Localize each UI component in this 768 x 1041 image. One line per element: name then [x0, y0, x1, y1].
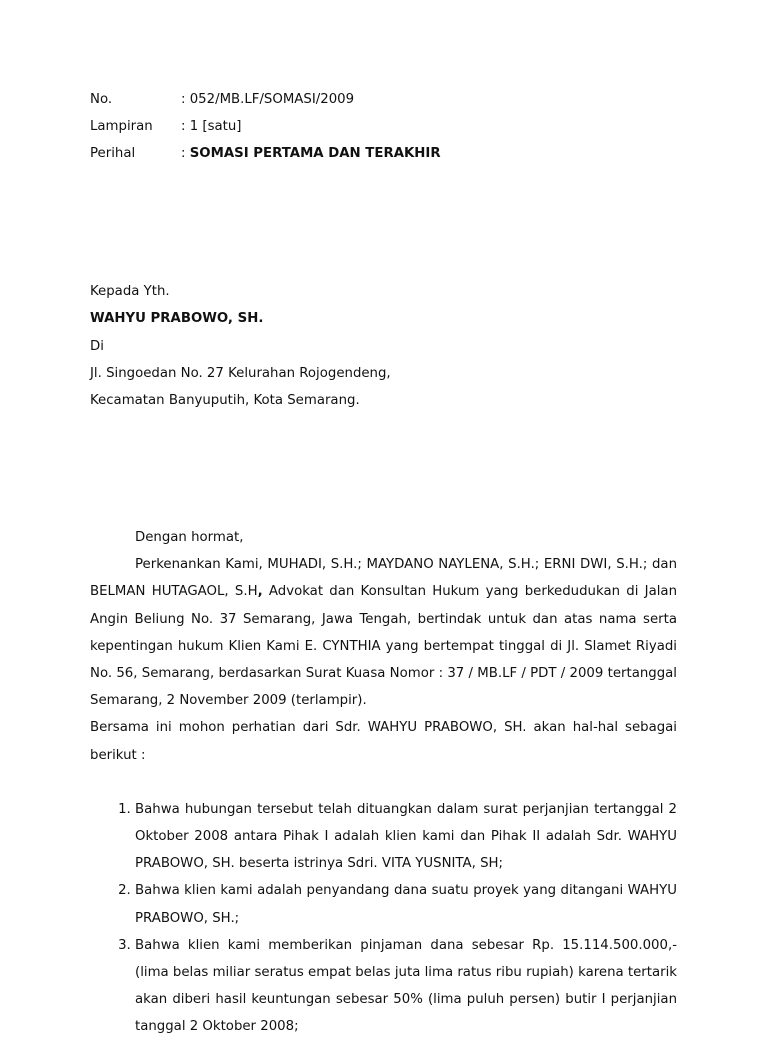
letter-header: [90, 88, 441, 169]
number-label: No.: [90, 92, 113, 107]
list-item: 1. Bahwa hubungan tersebut telah dituangkan dalam surat perjanjian tertanggal 2 Oktober 2008 antara Pihak I adalah klien kami dan Pihak II adalah Sdr. WAHYU PRABOWO, SH. beserta istrinya Sdri. VITA YUSNITA, SH;: [135, 796, 677, 878]
subject-label: Perihal: [90, 146, 136, 161]
subject-colon: :: [181, 146, 190, 161]
subject-value: SOMASI PERTAMA DAN TERAKHIR: [189, 146, 441, 161]
spacer: [90, 769, 677, 796]
opening-paragraph-part2: Advokat dan Konsultan Hukum yang berkedudukan di Jalan Angin Beliung No. 37 Semarang, Jawa Tengah, bertindak untuk dan atas nama serta kepentingan hukum Klien Kami E. CYNTHIA yang bertempat tinggal di Jl. Slamet Riyadi No. 56, Semarang, berdasarkan Surat Kuasa Nomor : 37 / MB.LF / PDT / 2009 tertanggal Semarang, 2 November 2009 (terlampir).: [90, 584, 677, 709]
recipient-greeting: Kepada Yth.: [90, 284, 170, 299]
recipient-address-line2: Kecamatan Banyuputih, Kota Semarang.: [90, 393, 360, 409]
recipient-block: [90, 280, 391, 416]
attachment-value: : 1 [satu]: [181, 119, 242, 134]
list-item: 2. Bahwa klien kami adalah penyandang dana suatu proyek yang ditangani WAHYU PRABOWO, SH.;: [135, 877, 677, 931]
number-row: [90, 88, 441, 115]
recipient-address-line1: Jl. Singoedan No. 27 Kelurahan Rojogendeng,: [90, 365, 391, 381]
opening-paragraph-part1: Perkenankan Kami, MUHADI, S.H.; MAYDANO NAYLENA, S.H.; ERNI DWI, S.H.; dan BELMAN HUTAGAOL, S.H: [90, 557, 677, 600]
letter-body: [90, 524, 677, 1041]
number-value: : 052/MB.LF/SOMASI/2009: [181, 92, 355, 107]
recipient-di: Di: [90, 338, 104, 354]
attachment-row: [90, 115, 441, 142]
subject-row: [90, 142, 441, 169]
attention-paragraph: Bersama ini mohon perhatian dari Sdr. WAHYU PRABOWO, SH. akan hal-hal sebagai berikut :: [90, 720, 677, 763]
recipient-name: WAHYU PRABOWO, SH.: [90, 311, 264, 327]
opening-paragraph-comma: ,: [257, 584, 263, 600]
points-list: [90, 796, 677, 1041]
salutation: Dengan hormat,: [135, 530, 244, 545]
opening-paragraph: [90, 551, 677, 714]
attachment-label: Lampiran: [90, 119, 153, 134]
list-item: 3. Bahwa klien kami memberikan pinjaman dana sebesar Rp. 15.114.500.000,- (lima belas miliar seratus empat belas juta lima ratus ribu rupiah) karena tertarik akan diberi hasil keuntungan sebesar 50% (lima puluh persen) butir I perjanjian tanggal 2 Oktober 2008;: [135, 932, 677, 1041]
